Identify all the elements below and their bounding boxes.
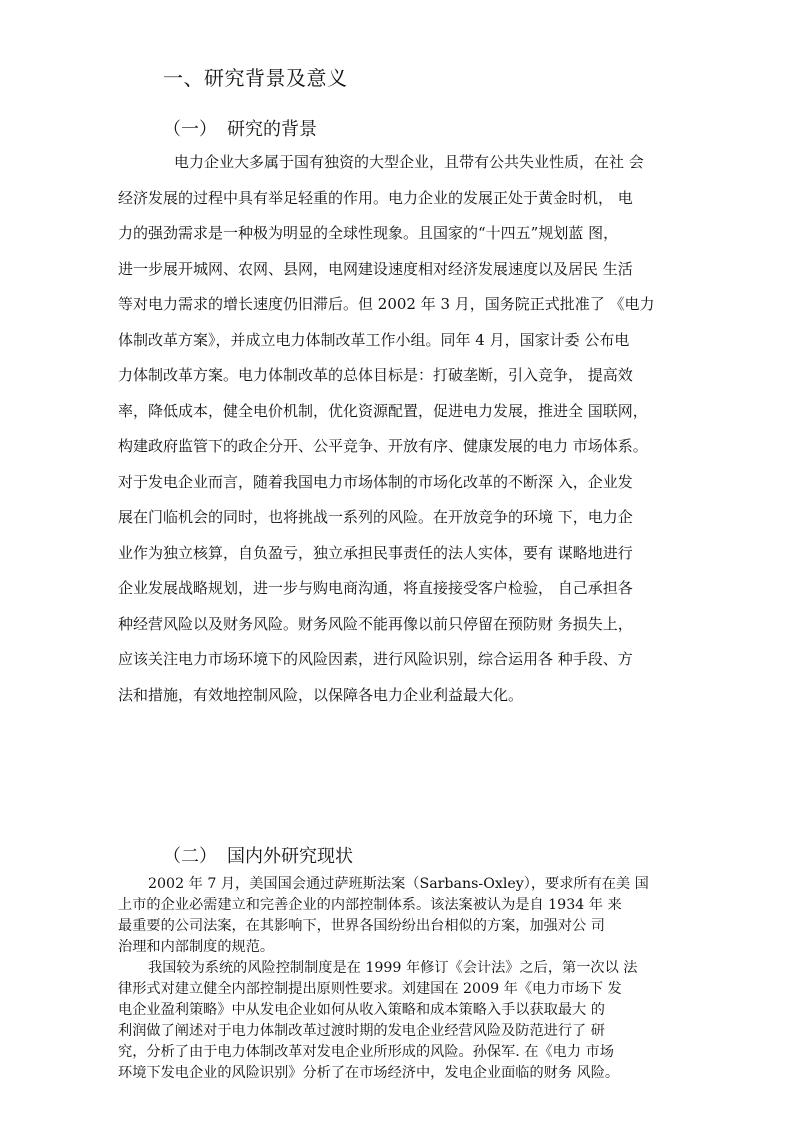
paragraph-line: 利润做了阐述对于电力体制改革过渡时期的发电企业经营风险及防范进行了 研: [118, 1023, 605, 1039]
paragraph-line: 我国较为系统的风险控制制度是在 1999 年修订《会计法》之后，第一次以 法: [148, 960, 638, 976]
subsection-heading-research-status: [163, 842, 353, 868]
paragraph-line: 上市的企业必需建立和完善企业的内部控制体系。该法案被认为是自 1934 年 来: [118, 897, 622, 913]
paragraph-line: 经济发展的过程中具有举足轻重的作用。电力企业的发展正处于黄金时机， 电: [118, 188, 633, 207]
paragraph-line: 力的强劲需求是一种极为明显的全球性现象。且国家的“十四五”规划蓝 图，: [118, 224, 619, 242]
paragraph-line: 最重要的公司法案，在其影响下，世界各国纷纷出台相似的方案，加强对公 司: [118, 918, 605, 934]
paragraph-line: 律形式对建立健全内部控制提出原则性要求。刘建国在 2009 年《电力市场下 发: [118, 981, 622, 997]
paragraph-line: 企业发展战略规划，进一步与购电商沟通，将直接接受客户检验， 自己承担各: [118, 579, 633, 597]
paragraph-line: 法和措施，有效地控制风险，以保障各电力企业利益最大化。: [118, 685, 524, 704]
paragraph-line: 力体制改革方案。电力体制改革的总体目标是：打破垄断，引入竞争， 提高效: [118, 366, 633, 384]
paragraph-line: 究，分析了由于电力体制改革对发电企业所形成的风险。孙保军. 在《电力 市场: [118, 1044, 614, 1060]
paragraph-line: 等对电力需求的增长速度仍旧滞后。但 2002 年 3 月，国务院正式批准了 《电力: [118, 295, 655, 313]
paragraph-line: 业作为独立核算，自负盈亏，独立承担民事责任的法人实体，要有 谋略地进行: [118, 543, 633, 562]
paragraph-line: 电力企业大多属于国有独资的大型企业，且带有公共失业性质，在社 会: [174, 153, 644, 171]
paragraph-line: 应该关注电力市场环境下的风险因素，进行风险识别，综合运用各 种手段、方: [118, 650, 633, 668]
paragraph-line: 进一步展开城网、农网、县网，电网建设速度相对经济发展速度以及居民 生活: [118, 259, 633, 278]
subsection-number: （二）: [163, 846, 217, 867]
paragraph-line: 电企业盈利策略》中从发电企业如何从收入策略和成本策略入手以获取最大 的: [118, 1002, 605, 1018]
paragraph-line: 治理和内部制度的规范。: [118, 939, 275, 955]
paragraph-line: 构建政府监管下的政企分开、公平竞争、开放有序、健康发展的电力 市场体系。: [118, 437, 648, 455]
subsection-heading-background: [163, 115, 317, 141]
paragraph-line: 体制改革方案》，并成立电力体制改革工作小组。同年 4 月，国家计委 公布电: [118, 330, 630, 349]
paragraph-line: 环境下发电企业的风险识别》分析了在市场经济中，发电企业面临的财务 风险。: [118, 1065, 620, 1081]
paragraph-line: 对于发电企业而言，随着我国电力市场体制的市场化改革的不断深 入，企业发: [118, 472, 633, 491]
paragraph-line: 2002 年 7 月，美国国会通过萨班斯法案（Sarbans-Oxley），要求所有在美 国: [148, 876, 649, 892]
paragraph-line: 展在门临机会的同时，也将挑战一系列的风险。在开放竞争的环境 下，电力企: [118, 508, 633, 526]
section-title: 一、研究背景及意义: [163, 66, 348, 90]
subsection-title: 研究的背景: [227, 119, 317, 140]
paragraph-line: 种经营风险以及财务风险。财务风险不能再像以前只停留在预防财 务损失上，: [118, 614, 633, 633]
paragraph-line: 率，降低成本，健全电价机制，优化资源配置，促进电力发展，推进全 国联网，: [118, 401, 648, 420]
subsection-number: （一）: [163, 119, 217, 140]
subsection-title: 国内外研究现状: [227, 846, 353, 867]
background-paragraph: [118, 149, 674, 717]
research-status-paragraphs: [118, 874, 674, 1084]
